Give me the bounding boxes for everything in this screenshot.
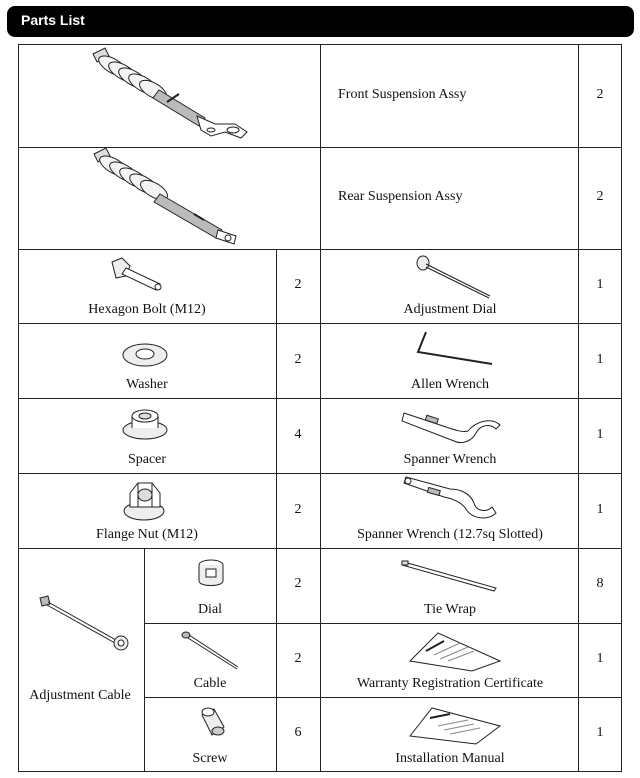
allen-wrench-qty: 1 [596, 352, 604, 367]
front-suspension-illustration [85, 46, 255, 144]
cable-label: Cable [193, 676, 227, 691]
front-suspension-label: Front Suspension Assy [338, 87, 467, 102]
warranty-label: Warranty Registration Certificate [356, 676, 544, 691]
cable-illustration [180, 629, 244, 671]
tie-wrap-qty: 8 [596, 576, 604, 591]
installation-manual-qty: 1 [596, 725, 604, 740]
screw-qty: 6 [294, 725, 302, 740]
spacer-qty: 4 [294, 427, 302, 442]
warranty-qty: 1 [596, 651, 604, 666]
allen-wrench-label: Allen Wrench [410, 377, 490, 392]
spacer-illustration [120, 408, 170, 440]
dial-label: Dial [197, 602, 223, 617]
washer-label: Washer [126, 377, 168, 392]
spacer-label: Spacer [127, 452, 167, 467]
spanner-wrench-qty: 1 [596, 427, 604, 442]
dial-illustration [194, 557, 228, 591]
allen-wrench-illustration [414, 330, 496, 370]
hexagon-bolt-qty: 2 [294, 277, 302, 292]
screw-illustration [198, 707, 228, 741]
spanner-wrench-slotted-label: Spanner Wrench (12.7sq Slotted) [357, 527, 543, 542]
adjustment-dial-qty: 1 [596, 277, 604, 292]
tie-wrap-label: Tie Wrap [424, 602, 476, 617]
warranty-card-illustration [408, 631, 502, 673]
spanner-wrench-slotted-illustration [398, 475, 500, 523]
installation-manual-illustration [408, 704, 502, 746]
adjustment-cable-illustration [36, 594, 132, 654]
rear-suspension-illustration [88, 148, 248, 246]
spanner-wrench-illustration [400, 407, 504, 447]
washer-qty: 2 [294, 352, 302, 367]
rear-suspension-label: Rear Suspension Assy [338, 189, 463, 204]
flange-nut-illustration [120, 479, 168, 523]
hexagon-bolt-illustration [108, 256, 168, 292]
front-suspension-qty: 2 [596, 87, 604, 102]
screw-label: Screw [192, 751, 228, 766]
adjustment-cable-label: Adjustment Cable [29, 688, 131, 703]
installation-manual-label: Installation Manual [395, 751, 505, 766]
rear-suspension-qty: 2 [596, 189, 604, 204]
flange-nut-qty: 2 [294, 502, 302, 517]
dial-qty: 2 [294, 576, 302, 591]
adjustment-dial-illustration [414, 254, 494, 300]
tie-wrap-illustration [400, 558, 500, 594]
spanner-wrench-label: Spanner Wrench [403, 452, 497, 467]
cable-qty: 2 [294, 651, 302, 666]
spanner-wrench-slotted-qty: 1 [596, 502, 604, 517]
adjustment-dial-label: Adjustment Dial [403, 302, 497, 317]
page-title: Parts List [21, 12, 85, 28]
washer-illustration [120, 341, 170, 369]
adjustment-cable-cell [18, 548, 145, 772]
hexagon-bolt-label: Hexagon Bolt (M12) [88, 302, 206, 317]
flange-nut-label: Flange Nut (M12) [96, 527, 198, 542]
